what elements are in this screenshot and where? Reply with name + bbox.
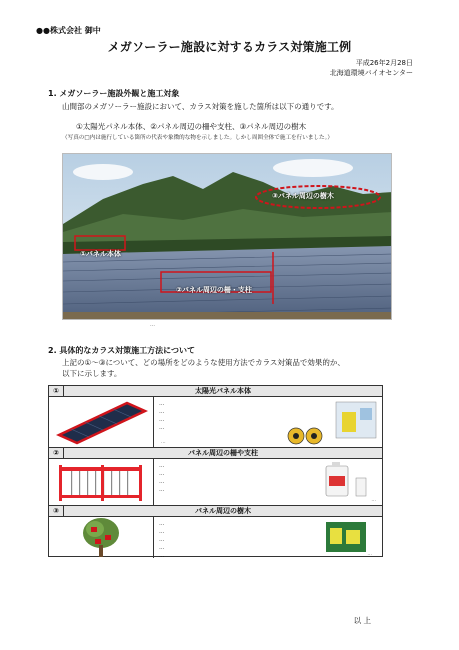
row-description: … … … …: [159, 401, 165, 431]
author-organization: 北海道環境バイオセンター: [329, 69, 413, 77]
section1-note: （写真の□内は施行している箇所の代表や象徴的な物を示しました。しかし周囲全体で施工を行いました。）: [62, 135, 333, 141]
solar-panel-image: [49, 397, 154, 447]
row-title: パネル周辺の柵や支柱: [188, 449, 258, 457]
row-description: … … … …: [159, 463, 165, 493]
product-photos: [280, 400, 378, 452]
section2-intro-line2: 以下に示します。: [62, 369, 122, 378]
photo-label-fence: ②パネル周辺の柵・支柱: [176, 286, 252, 294]
countermeasure-table: [48, 385, 383, 557]
table-row: [49, 506, 382, 558]
row-photo-caption: …: [161, 440, 166, 445]
row-title: 太陽光パネル本体: [195, 387, 251, 395]
row-description: … … … … …: [159, 521, 165, 559]
row-number: ①: [49, 386, 64, 396]
row-number: ③: [49, 506, 64, 516]
closing-remark: 以 上: [353, 616, 371, 625]
fence-image: [49, 459, 154, 505]
page-title: メガソーラー施設に対するカラス対策施工例: [107, 40, 352, 54]
row-photo-caption: …: [371, 498, 376, 503]
section2-intro-line1: 上記の①～③について、どの場所をどのような使用方法でカラス対策品で効果的か、: [62, 358, 345, 367]
product-photos: [318, 462, 378, 508]
row-photo-caption: …: [367, 552, 372, 557]
table-row: [49, 386, 382, 448]
photo-label-panel: ①パネル本体: [80, 250, 121, 258]
section1-heading: 1. メガソーラー施設外観と施工対象: [48, 89, 180, 98]
tree-image: [49, 517, 154, 558]
row-title: パネル周辺の樹木: [195, 507, 251, 515]
photo-caption: …: [150, 322, 155, 328]
section1-targets: ①太陽光パネル本体、②パネル周辺の柵や支柱、③パネル周辺の樹木: [76, 122, 307, 131]
row-number: ②: [49, 448, 64, 458]
document-date: 平成26年2月28日: [355, 59, 413, 67]
table-row: [49, 448, 382, 506]
section1-intro: 山間部のメガソーラー施設において、カラス対策を施した箇所は以下の通りです。: [62, 102, 339, 111]
photo-label-trees: ③パネル周辺の樹木: [272, 192, 334, 200]
company-name: ●●株式会社 御中: [36, 26, 101, 35]
section2-heading: 2. 具体的なカラス対策施工方法について: [48, 346, 195, 355]
